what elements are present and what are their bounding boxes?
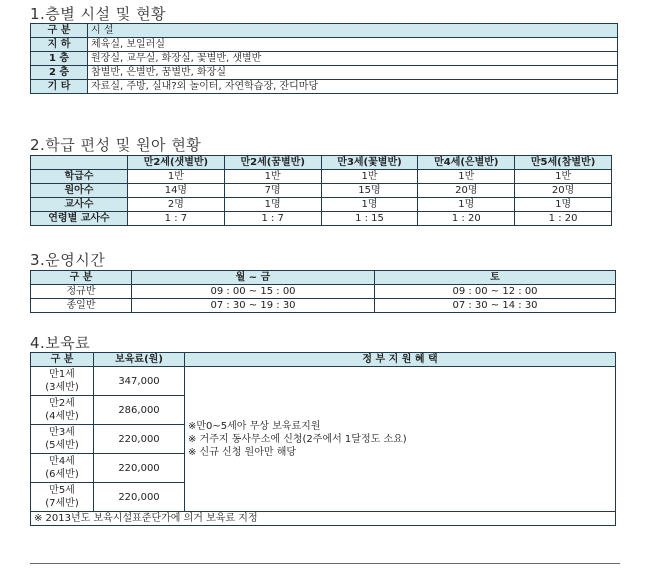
table-cell: 자료실, 주방, 실내?외 놀이터, 자연학습장, 잔디마당 xyxy=(88,80,618,94)
class-label: (6세반) xyxy=(45,469,79,480)
section-1-title: 1.층별 시설 및 현황 xyxy=(30,5,167,23)
table-cell: 14명 xyxy=(128,184,225,198)
benefit-line: ※만0~5세아 무상 보육료지원 xyxy=(188,420,321,432)
table-row xyxy=(31,80,618,94)
table-cell: 지 하 xyxy=(31,38,88,52)
table-cell: 1반 xyxy=(321,170,418,184)
section-2-title: 2.학급 편성 및 원아 현황 xyxy=(30,136,202,154)
class-label: (3세반) xyxy=(45,382,79,393)
table-cell: 원장실, 교무실, 화장실, 꽃별반, 샛별반 xyxy=(88,52,618,66)
table-cell: 토 xyxy=(375,271,616,285)
table-cell: 1명 xyxy=(321,198,418,212)
table-cell: 1 : 20 xyxy=(515,212,612,226)
table-row xyxy=(31,271,616,285)
table-cell: 만5세(참별반) xyxy=(515,156,612,170)
table-cell: 07 : 30 ~ 14 : 30 xyxy=(375,299,616,313)
table-cell: 종일반 xyxy=(31,299,132,313)
benefit-cell xyxy=(185,367,616,512)
table-row xyxy=(31,212,612,226)
table-cell: 보육료(원) xyxy=(94,353,185,367)
table-cell: 1 : 15 xyxy=(321,212,418,226)
table-cell: 220,000 xyxy=(94,425,185,454)
table-cell: 1 : 7 xyxy=(128,212,225,226)
age-label: 만3세 xyxy=(49,427,75,438)
table-cell: 만2세(꿈별반) xyxy=(224,156,321,170)
table-row xyxy=(31,353,616,367)
table-cell: 7명 xyxy=(224,184,321,198)
table-cell: 만2세(샛별반) xyxy=(128,156,225,170)
table-row xyxy=(31,156,612,170)
table-row xyxy=(31,512,616,526)
table-cell: 구 분 xyxy=(31,353,94,367)
table-row xyxy=(31,24,618,38)
age-label: 만1세 xyxy=(49,369,75,380)
benefit-line: ※ 신규 신청 원아만 해당 xyxy=(188,446,297,458)
table-cell: 교사수 xyxy=(31,198,128,212)
table-cell xyxy=(31,396,94,425)
table-cell: 구 분 xyxy=(31,24,88,38)
table-cell: 15명 xyxy=(321,184,418,198)
table-cell: 1 : 20 xyxy=(418,212,515,226)
table-cell: 원아수 xyxy=(31,184,128,198)
table-cell: 기 타 xyxy=(31,80,88,94)
table-cell xyxy=(31,367,94,396)
table-cell xyxy=(31,156,128,170)
table-row xyxy=(31,66,618,80)
table-row xyxy=(31,184,612,198)
fee-table xyxy=(30,352,616,526)
table-cell xyxy=(31,454,94,483)
table-cell: 2 층 xyxy=(31,66,88,80)
table-cell xyxy=(31,425,94,454)
table-row xyxy=(31,198,612,212)
table-cell: 정규반 xyxy=(31,285,132,299)
table-cell: 구 분 xyxy=(31,271,132,285)
table-cell: 07 : 30 ~ 19 : 30 xyxy=(132,299,375,313)
table-cell: 220,000 xyxy=(94,483,185,512)
table-row xyxy=(31,170,612,184)
table-cell: 1반 xyxy=(418,170,515,184)
table-row xyxy=(31,367,616,396)
table-cell: 1명 xyxy=(515,198,612,212)
table-cell: 1반 xyxy=(224,170,321,184)
age-label: 만2세 xyxy=(49,398,75,409)
facility-table xyxy=(30,23,618,94)
table-cell: 참별반, 은별반, 꿈별반, 화장실 xyxy=(88,66,618,80)
benefit-line: ※ 거주지 동사무소에 신청(2주에서 1달정도 소요) xyxy=(188,433,407,445)
table-cell: 1 : 7 xyxy=(224,212,321,226)
table-cell: 만4세(은별반) xyxy=(418,156,515,170)
table-cell: 2명 xyxy=(128,198,225,212)
table-row xyxy=(31,285,616,299)
table-cell: 20명 xyxy=(418,184,515,198)
class-label: (7세반) xyxy=(45,498,79,509)
table-cell: 월 ~ 금 xyxy=(132,271,375,285)
table-cell: 학급수 xyxy=(31,170,128,184)
table-cell: 만3세(꽃별반) xyxy=(321,156,418,170)
hours-table xyxy=(30,270,616,313)
bottom-divider xyxy=(30,563,620,564)
section-4-title: 4.보육료 xyxy=(30,334,91,352)
table-row xyxy=(31,299,616,313)
table-cell: 09 : 00 ~ 12 : 00 xyxy=(375,285,616,299)
table-cell: 시 설 xyxy=(88,24,618,38)
table-row xyxy=(31,38,618,52)
fee-footnote: ※ 2013년도 보육시설표준단가에 의거 보육료 지정 xyxy=(31,512,616,526)
class-label: (5세반) xyxy=(45,440,79,451)
table-cell: 1명 xyxy=(224,198,321,212)
table-cell: 286,000 xyxy=(94,396,185,425)
table-cell: 1명 xyxy=(418,198,515,212)
age-label: 만5세 xyxy=(49,485,75,496)
table-cell: 1반 xyxy=(128,170,225,184)
table-cell xyxy=(31,483,94,512)
table-cell: 220,000 xyxy=(94,454,185,483)
class-label: (4세반) xyxy=(45,411,79,422)
class-table xyxy=(30,155,612,226)
table-cell: 연령별 교사수 xyxy=(31,212,128,226)
section-3-title: 3.운영시간 xyxy=(30,251,106,269)
table-cell: 정 부 지 원 혜 택 xyxy=(185,353,616,367)
table-cell: 09 : 00 ~ 15 : 00 xyxy=(132,285,375,299)
table-cell: 1반 xyxy=(515,170,612,184)
table-cell: 347,000 xyxy=(94,367,185,396)
table-cell: 20명 xyxy=(515,184,612,198)
age-label: 만4세 xyxy=(49,456,75,467)
table-cell: 1 층 xyxy=(31,52,88,66)
table-cell: 체육실, 보일러실 xyxy=(88,38,618,52)
table-row xyxy=(31,52,618,66)
